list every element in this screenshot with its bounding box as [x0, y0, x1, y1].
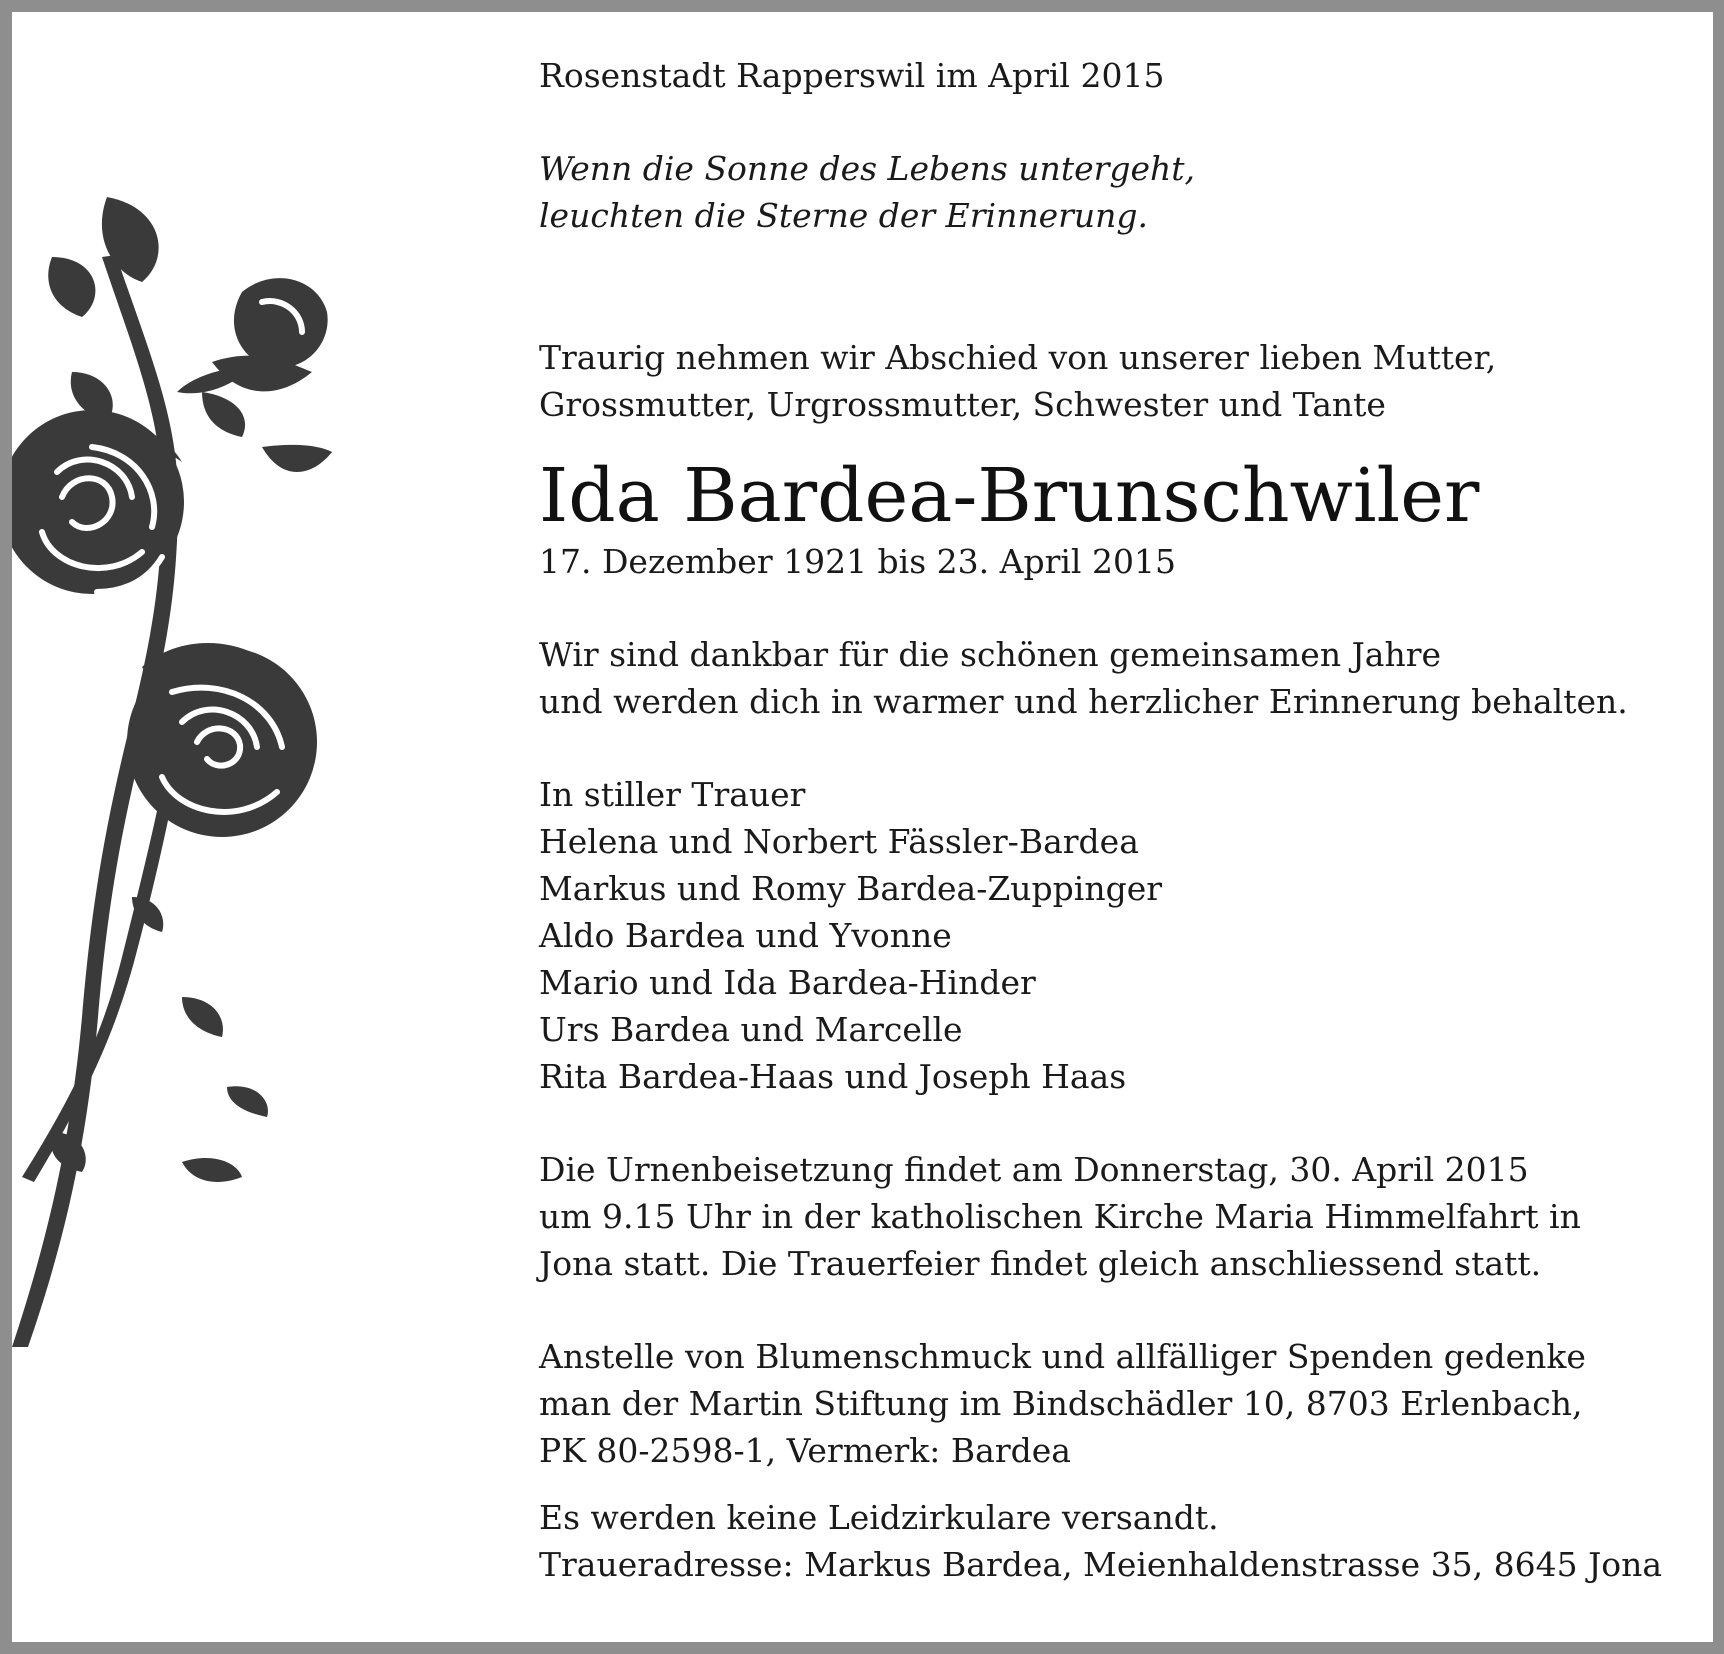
mourner-name: Helena und Norbert Fässler-Bardea: [539, 822, 1139, 861]
mourner-name: Mario und Ida Bardea-Hinder: [539, 963, 1036, 1002]
obituary-text: [539, 52, 1699, 1588]
thanks-text: [539, 631, 1699, 725]
donation-info: [539, 1333, 1699, 1474]
mourning-address: [539, 1494, 1699, 1588]
mourner-name: Aldo Bardea und Yvonne: [539, 916, 952, 955]
donation-line: man der Martin Stiftung im Bindschädler 10, 8703 Erlenbach,: [539, 1384, 1583, 1423]
mourner-name: Urs Bardea und Marcelle: [539, 1010, 963, 1049]
mourners-list: [539, 771, 1699, 1100]
notice-line: Es werden keine Leidzirkulare versandt.: [539, 1498, 1219, 1537]
mourner-name: Markus und Romy Bardea-Zuppinger: [539, 869, 1163, 908]
notice-line: Traueradresse: Markus Bardea, Meienhaldenstrasse 35, 8645 Jona: [539, 1545, 1663, 1584]
mourner-name: Rita Bardea-Haas und Joseph Haas: [539, 1057, 1127, 1096]
intro-line: Traurig nehmen wir Abschied von unserer lieben Mutter,: [539, 338, 1497, 377]
donation-line: PK 80-2598-1, Vermerk: Bardea: [539, 1431, 1071, 1470]
thanks-line: Wir sind dankbar für die schönen gemeinsamen Jahre: [539, 635, 1442, 674]
farewell-intro: [539, 334, 1699, 428]
mourners-heading: In stiller Trauer: [539, 775, 806, 814]
ceremony-info: [539, 1146, 1699, 1287]
ceremony-line: um 9.15 Uhr in der katholischen Kirche Maria Himmelfahrt in: [539, 1197, 1581, 1236]
ceremony-line: Jona statt. Die Trauerfeier findet gleich anschliessend statt.: [539, 1244, 1542, 1283]
rose-ornament-icon: [12, 197, 352, 1347]
quote-line: leuchten die Sterne der Erinnerung.: [539, 196, 1149, 235]
ceremony-line: Die Urnenbeisetzung findet am Donnerstag, 30. April 2015: [539, 1150, 1529, 1189]
life-dates: 17. Dezember 1921 bis 23. April 2015: [539, 542, 1176, 581]
quote-line: Wenn die Sonne des Lebens untergeht,: [539, 149, 1196, 188]
donation-line: Anstelle von Blumenschmuck und allfälliger Spenden gedenke: [539, 1337, 1586, 1376]
memorial-quote: [539, 145, 1699, 239]
obituary-page: [12, 12, 1713, 1642]
place-date: Rosenstadt Rapperswil im April 2015: [539, 56, 1165, 95]
intro-line: Grossmutter, Urgrossmutter, Schwester und Tante: [539, 385, 1386, 424]
deceased-name: Ida Bardea-Brunschwiler: [539, 453, 1480, 539]
thanks-line: und werden dich in warmer und herzlicher Erinnerung behalten.: [539, 682, 1628, 721]
